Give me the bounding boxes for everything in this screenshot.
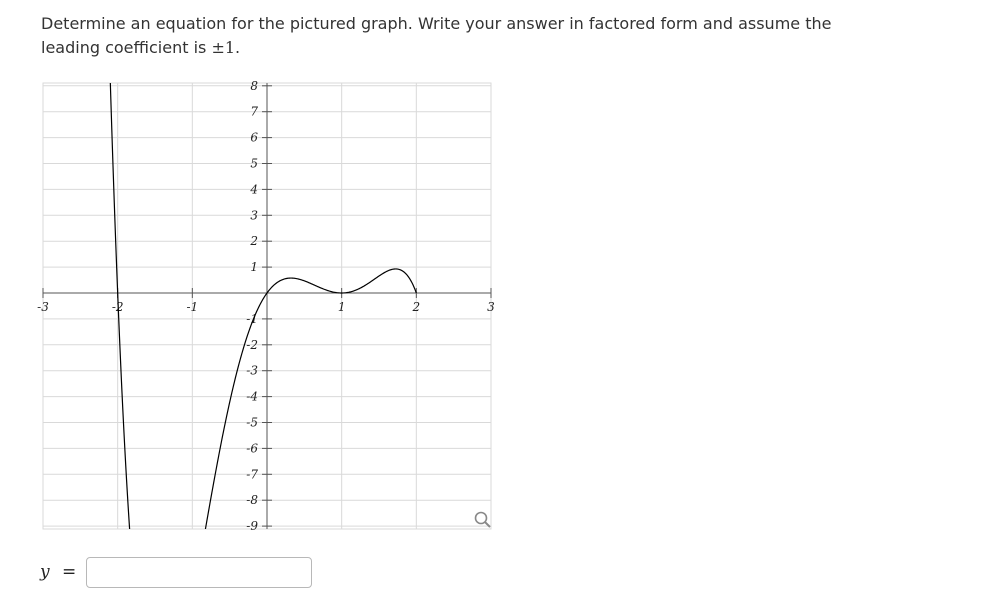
x-tick-label: 2 — [412, 300, 421, 314]
y-tick-label: 4 — [250, 182, 258, 197]
y-tick-label: -3 — [246, 363, 258, 378]
x-tick-label: -2 — [111, 300, 124, 314]
x-tick-label: -1 — [186, 300, 199, 314]
y-tick-label: -6 — [246, 441, 258, 456]
x-tick-label: -3 — [37, 300, 49, 314]
y-tick-label: -1 — [246, 311, 258, 326]
y-tick-label: 2 — [250, 234, 258, 249]
leading-coefficient-value: ±1 — [211, 38, 236, 57]
y-tick-label: 8 — [250, 78, 258, 93]
y-tick-label: -4 — [246, 389, 258, 404]
y-tick-label: 6 — [250, 130, 258, 145]
magnifier-icon[interactable] — [476, 513, 491, 528]
answer-row — [40, 555, 312, 589]
answer-input[interactable] — [86, 557, 312, 588]
y-tick-label: -7 — [246, 467, 258, 482]
axes — [43, 83, 491, 529]
tick-labels — [37, 79, 495, 533]
y-tick-label: -9 — [246, 519, 258, 534]
y-tick-label: -2 — [246, 337, 258, 352]
x-tick-label: 3 — [487, 300, 495, 314]
equals-sign: = — [62, 562, 77, 582]
question-text-end: . — [235, 38, 241, 57]
answer-variable: y — [40, 562, 50, 582]
question-text-main: Determine an equation for the pictured graph. Write your answer in factored form and assume the leading coefficient is — [41, 14, 832, 57]
x-tick-label: 1 — [337, 300, 346, 314]
y-tick-label: -5 — [246, 415, 258, 430]
y-tick-label: 3 — [250, 208, 258, 223]
y-tick-label: 1 — [250, 260, 258, 275]
y-tick-label: -8 — [246, 493, 258, 508]
y-tick-label: 7 — [250, 104, 258, 119]
y-tick-label: 5 — [250, 156, 258, 171]
